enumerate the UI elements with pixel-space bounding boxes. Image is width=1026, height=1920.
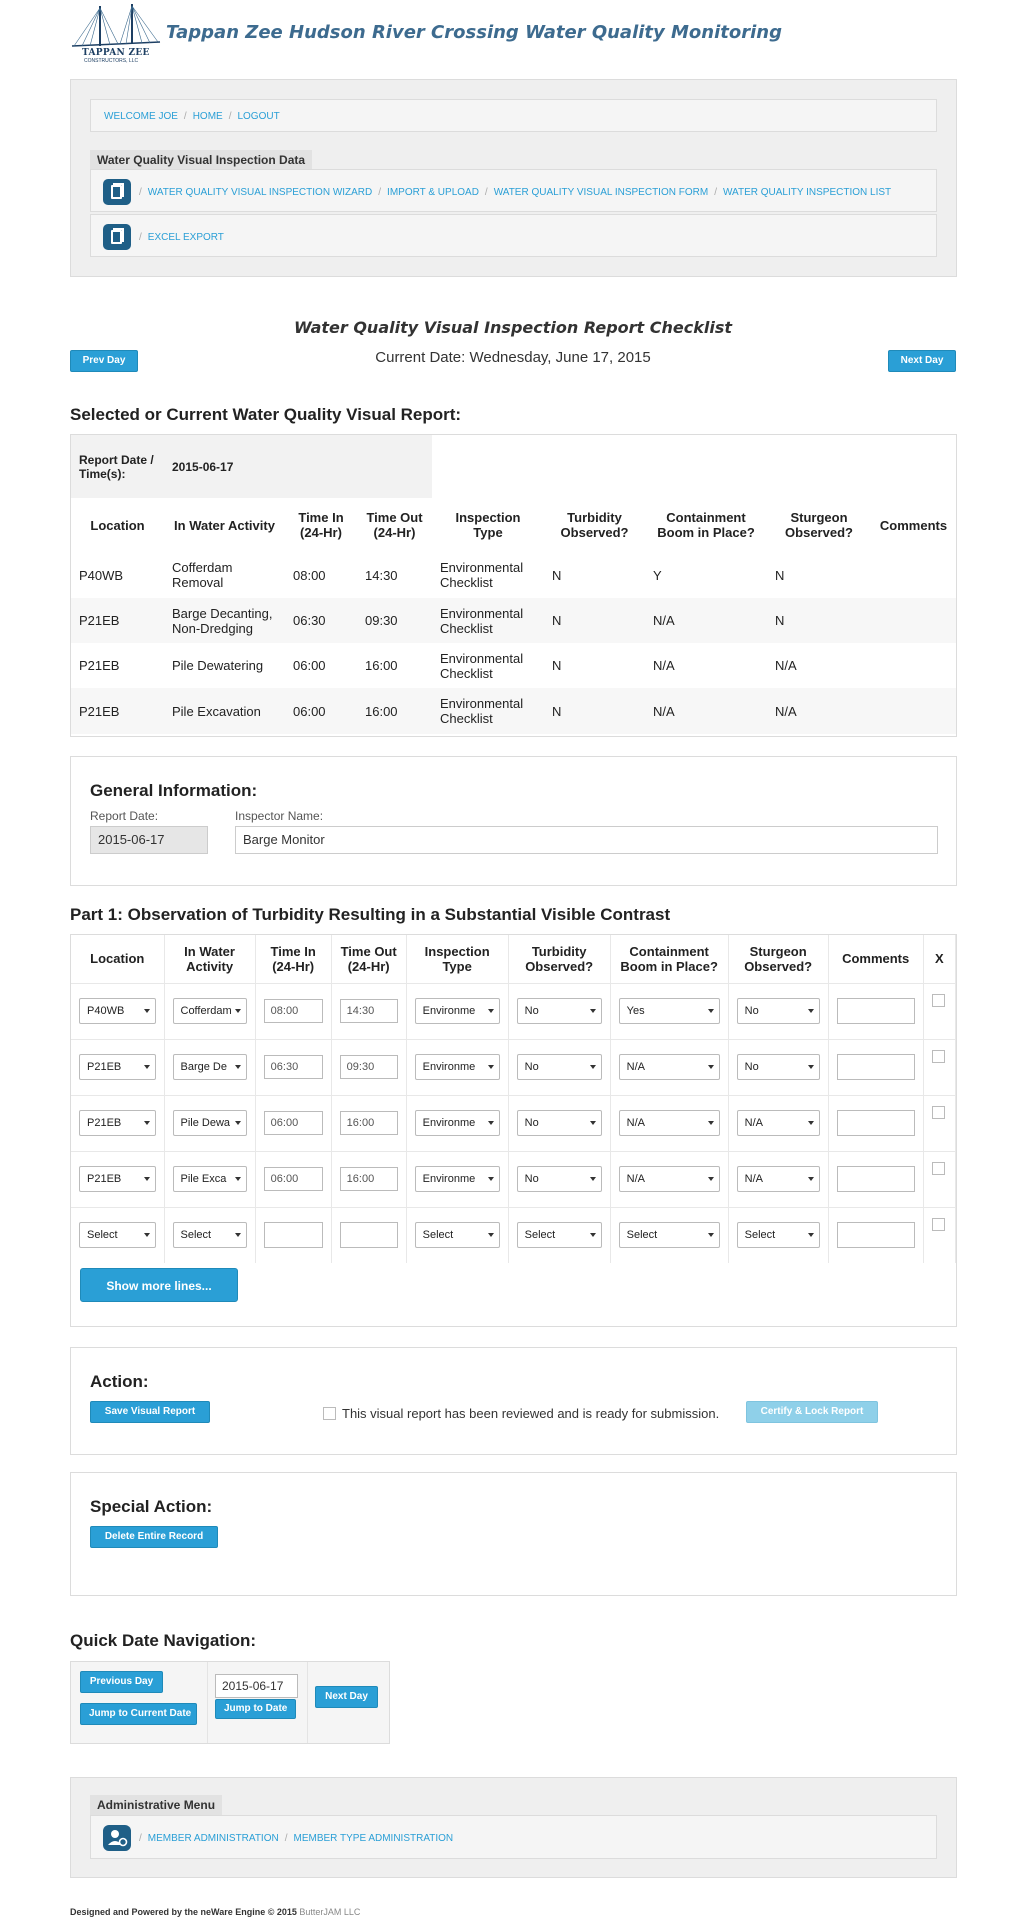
col-inspection-type: Inspection Type <box>406 935 508 983</box>
turbidity-select[interactable]: No <box>517 1110 602 1136</box>
table-row <box>71 1207 956 1263</box>
import-upload-link[interactable]: IMPORT & UPLOAD <box>387 186 479 198</box>
logo-subtext: CONSTRUCTORS, LLC <box>84 58 139 64</box>
cell-boom: N/A <box>645 598 767 643</box>
cell-turbidity: N <box>544 688 645 734</box>
cell-location: P21EB <box>79 658 120 673</box>
col-time-out: Time Out (24-Hr) <box>331 935 406 983</box>
part1-table-section <box>70 934 957 1327</box>
time-out-input[interactable]: 16:00 <box>340 1167 398 1191</box>
sturgeon-select[interactable]: No <box>737 998 820 1024</box>
quick-date-nav <box>70 1661 390 1744</box>
boom-select[interactable]: N/A <box>619 1054 720 1080</box>
activity-select[interactable]: Pile Dewa <box>173 1110 247 1136</box>
sturgeon-select[interactable]: N/A <box>737 1166 820 1192</box>
admin-links-bar: / MEMBER ADMINISTRATION / MEMBER TYPE ADMINISTRATION <box>90 1815 937 1859</box>
documents-icon <box>103 224 131 250</box>
footer-brand-link[interactable]: ButterJAM LLC <box>299 1907 361 1917</box>
type-select[interactable]: Environme <box>415 998 500 1024</box>
table-row <box>71 552 956 598</box>
next-day-button[interactable]: Next Day <box>888 350 956 372</box>
jump-current-date-button[interactable]: Jump to Current Date <box>80 1703 197 1725</box>
col-inspection-type: Inspection Type <box>455 510 521 540</box>
time-in-input[interactable]: 06:00 <box>264 1111 323 1135</box>
cell-type: Environmental Checklist <box>440 560 524 590</box>
type-select[interactable]: Environme <box>415 1110 500 1136</box>
sturgeon-select[interactable]: No <box>737 1054 820 1080</box>
member-admin-link[interactable]: MEMBER ADMINISTRATION <box>147 1832 279 1844</box>
col-turbidity: Turbidity Observed? <box>508 935 610 983</box>
time-in-input[interactable]: 08:00 <box>264 999 323 1023</box>
col-sturgeon: Sturgeon Observed? <box>785 510 853 540</box>
col-sturgeon: Sturgeon Observed? <box>728 935 828 983</box>
col-time-out: Time Out (24-Hr) <box>366 510 423 540</box>
time-in-input[interactable]: 06:00 <box>264 1167 323 1191</box>
activity-select[interactable]: Pile Exca <box>173 1166 247 1192</box>
reviewed-label: This visual report has been reviewed and is ready for submission. <box>342 1406 720 1421</box>
cell-comments <box>871 643 956 688</box>
col-delete: X <box>923 935 955 983</box>
table-row <box>71 1095 956 1151</box>
delete-row-checkbox[interactable] <box>932 1106 945 1119</box>
general-info-section <box>70 756 957 886</box>
comments-input[interactable] <box>837 1110 915 1136</box>
action-section <box>70 1347 957 1455</box>
location-select[interactable]: P21EB <box>79 1110 156 1136</box>
report-date-label: Report Date / Time(s): <box>71 435 164 498</box>
selected-report-table <box>70 434 957 737</box>
cell-sturgeon: N/A <box>775 658 797 673</box>
admin-menu-title: Administrative Menu <box>90 1795 222 1815</box>
wq-links-bar: / WATER QUALITY VISUAL INSPECTION WIZARD / IMPORT & UPLOAD / WATER QUALITY VISUAL INSPECTION FORM / WATER QUALITY INSPECTION LIST <box>90 169 937 212</box>
table-row <box>71 1151 956 1207</box>
quick-date-input[interactable]: 2015-06-17 <box>215 1674 298 1698</box>
user-nav-bar: WELCOME JOE / HOME / LOGOUT <box>90 99 937 132</box>
member-type-admin-link[interactable]: MEMBER TYPE ADMINISTRATION <box>293 1832 454 1844</box>
time-out-input[interactable]: 16:00 <box>340 1111 398 1135</box>
show-more-lines-button[interactable]: Show more lines... <box>80 1268 238 1302</box>
cell-activity: Cofferdam Removal <box>172 560 233 590</box>
time-out-input[interactable]: 14:30 <box>340 999 398 1023</box>
time-out-input[interactable]: 09:30 <box>340 1055 398 1079</box>
boom-select[interactable]: Yes <box>619 998 720 1024</box>
cell-location: P21EB <box>71 598 164 643</box>
user-admin-icon <box>103 1825 131 1851</box>
part1-heading: Part 1: Observation of Turbidity Resulting in a Substantial Visible Contrast <box>70 905 671 924</box>
col-time-in: Time In (24-Hr) <box>255 935 331 983</box>
checklist-title: Water Quality Visual Inspection Report Checklist <box>294 318 732 337</box>
cell-time-out: 14:30 <box>365 567 398 583</box>
type-select[interactable]: Select <box>415 1222 500 1248</box>
table-row <box>71 598 956 643</box>
delete-record-button[interactable]: Delete Entire Record <box>90 1526 218 1548</box>
cell-turbidity: N <box>552 567 562 583</box>
tappan-zee-logo[interactable] <box>70 2 162 66</box>
col-comments: Comments <box>828 935 923 983</box>
comments-input[interactable] <box>837 998 915 1024</box>
cell-time-in: 06:00 <box>293 658 326 673</box>
special-action-heading: Special Action: <box>90 1497 213 1516</box>
cell-comments <box>871 552 956 598</box>
col-activity: In Water Activity <box>164 935 255 983</box>
activity-select[interactable]: Barge De <box>173 1054 247 1080</box>
cell-time-out: 16:00 <box>365 658 398 673</box>
delete-row-checkbox[interactable] <box>932 1218 945 1231</box>
bridge-icon <box>70 2 162 52</box>
current-date: Current Date: Wednesday, June 17, 2015 <box>375 349 651 366</box>
col-location: Location <box>90 517 145 533</box>
cell-boom: N/A <box>653 658 675 673</box>
table-row <box>71 643 956 688</box>
type-select[interactable]: Environme <box>415 1166 500 1192</box>
cell-boom: Y <box>653 567 662 583</box>
export-bar: / EXCEL EXPORT <box>90 214 937 257</box>
cell-comments <box>871 688 956 734</box>
cell-type: Environmental Checklist <box>432 688 544 734</box>
cell-time-out: 16:00 <box>357 688 432 734</box>
save-visual-report-button[interactable]: Save Visual Report <box>90 1401 210 1423</box>
cell-time-in: 06:30 <box>285 598 357 643</box>
inspector-name-field[interactable]: Barge Monitor <box>235 826 938 854</box>
type-select[interactable]: Environme <box>415 1054 500 1080</box>
cell-sturgeon: N <box>775 567 785 583</box>
action-heading: Action: <box>90 1372 149 1391</box>
col-time-in: Time In (24-Hr) <box>298 510 344 540</box>
home-link[interactable]: HOME <box>192 111 223 122</box>
top-nav-panel <box>70 79 957 277</box>
col-turbidity: Turbidity Observed? <box>560 510 629 540</box>
report-date-label: Report Date: <box>90 809 159 823</box>
boom-select[interactable]: N/A <box>619 1110 720 1136</box>
cell-turbidity: N <box>552 658 562 673</box>
inspection-list-link[interactable]: WATER QUALITY INSPECTION LIST <box>722 186 892 198</box>
table-row <box>71 983 956 1039</box>
table-row <box>71 1039 956 1095</box>
footer-text: Designed and Powered by the neWare Engine © 2015 <box>70 1907 297 1917</box>
time-in-input[interactable]: 06:30 <box>264 1055 323 1079</box>
time-in-input[interactable] <box>264 1222 323 1248</box>
report-date-value: 2015-06-17 <box>164 435 432 498</box>
inspection-form-link[interactable]: WATER QUALITY VISUAL INSPECTION FORM <box>493 186 709 198</box>
comments-input[interactable] <box>837 1054 915 1080</box>
selected-report-heading: Selected or Current Water Quality Visual Report: <box>70 405 462 424</box>
location-select[interactable]: P21EB <box>79 1054 156 1080</box>
comments-input[interactable] <box>837 1166 915 1192</box>
previous-day-button[interactable]: Previous Day <box>80 1671 163 1693</box>
general-info-heading: General Information: <box>90 781 258 800</box>
turbidity-select[interactable]: No <box>517 1166 602 1192</box>
sturgeon-select[interactable]: N/A <box>737 1110 820 1136</box>
inspector-name-label: Inspector Name: <box>235 809 324 823</box>
boom-select[interactable]: N/A <box>619 1166 720 1192</box>
reviewed-checkbox[interactable] <box>323 1407 336 1420</box>
cell-location: P40WB <box>79 567 124 583</box>
quick-nav-heading: Quick Date Navigation: <box>70 1631 257 1650</box>
cell-sturgeon: N/A <box>767 688 871 734</box>
cell-boom: N/A <box>645 688 767 734</box>
delete-row-checkbox[interactable] <box>932 1162 945 1175</box>
wizard-link[interactable]: WATER QUALITY VISUAL INSPECTION WIZARD <box>147 186 373 198</box>
quick-next-day-button[interactable]: Next Day <box>315 1686 378 1708</box>
site-title: Tappan Zee Hudson River Crossing Water Quality Monitoring <box>166 22 782 43</box>
excel-export-link[interactable]: EXCEL EXPORT <box>147 231 224 243</box>
site-header <box>70 2 782 68</box>
delete-row-checkbox[interactable] <box>932 994 945 1007</box>
welcome-link[interactable]: WELCOME JOE <box>104 111 178 122</box>
cell-time-in: 06:00 <box>285 688 357 734</box>
location-select[interactable]: Select <box>79 1222 156 1248</box>
comments-input[interactable] <box>837 1222 915 1248</box>
location-select[interactable]: P21EB <box>79 1166 156 1192</box>
cell-time-in: 08:00 <box>293 567 326 583</box>
prev-day-button[interactable]: Prev Day <box>70 350 138 372</box>
col-boom: Containment Boom in Place? <box>657 510 755 540</box>
turbidity-select[interactable]: No <box>517 998 602 1024</box>
cell-activity: Pile Excavation <box>164 688 285 734</box>
col-activity: In Water Activity <box>174 517 275 533</box>
cell-activity: Pile Dewatering <box>172 658 264 673</box>
jump-to-date-button[interactable]: Jump to Date <box>215 1699 296 1719</box>
turbidity-select[interactable]: No <box>517 1054 602 1080</box>
delete-row-checkbox[interactable] <box>932 1050 945 1063</box>
col-location: Location <box>71 935 164 983</box>
cell-turbidity: N <box>544 598 645 643</box>
turbidity-select[interactable]: Select <box>517 1222 602 1248</box>
sturgeon-select[interactable]: Select <box>737 1222 820 1248</box>
cell-type: Environmental Checklist <box>440 650 524 681</box>
wq-menu-title: Water Quality Visual Inspection Data <box>90 150 312 170</box>
report-date-field[interactable]: 2015-06-17 <box>90 826 208 854</box>
admin-panel <box>70 1777 957 1878</box>
col-comments: Comments <box>879 517 948 533</box>
certify-lock-button[interactable]: Certify & Lock Report <box>746 1401 878 1423</box>
activity-select[interactable]: Select <box>173 1222 247 1248</box>
table-row <box>71 688 956 734</box>
cell-time-out: 09:30 <box>357 598 432 643</box>
location-select[interactable]: P40WB <box>79 998 156 1024</box>
special-action-section <box>70 1472 957 1596</box>
cell-sturgeon: N <box>767 598 871 643</box>
activity-select[interactable]: Cofferdam <box>173 998 247 1024</box>
cell-activity: Barge Decanting, Non-Dredging <box>164 598 285 643</box>
logo-text: TAPPAN ZEE <box>82 48 150 58</box>
cell-type: Environmental Checklist <box>432 598 544 643</box>
documents-icon <box>103 179 131 205</box>
footer <box>70 1907 360 1917</box>
cell-comments <box>871 598 956 643</box>
cell-location: P21EB <box>71 688 164 734</box>
time-out-input[interactable] <box>340 1222 398 1248</box>
boom-select[interactable]: Select <box>619 1222 720 1248</box>
col-boom: Containment Boom in Place? <box>610 935 728 983</box>
logout-link[interactable]: LOGOUT <box>237 111 280 122</box>
